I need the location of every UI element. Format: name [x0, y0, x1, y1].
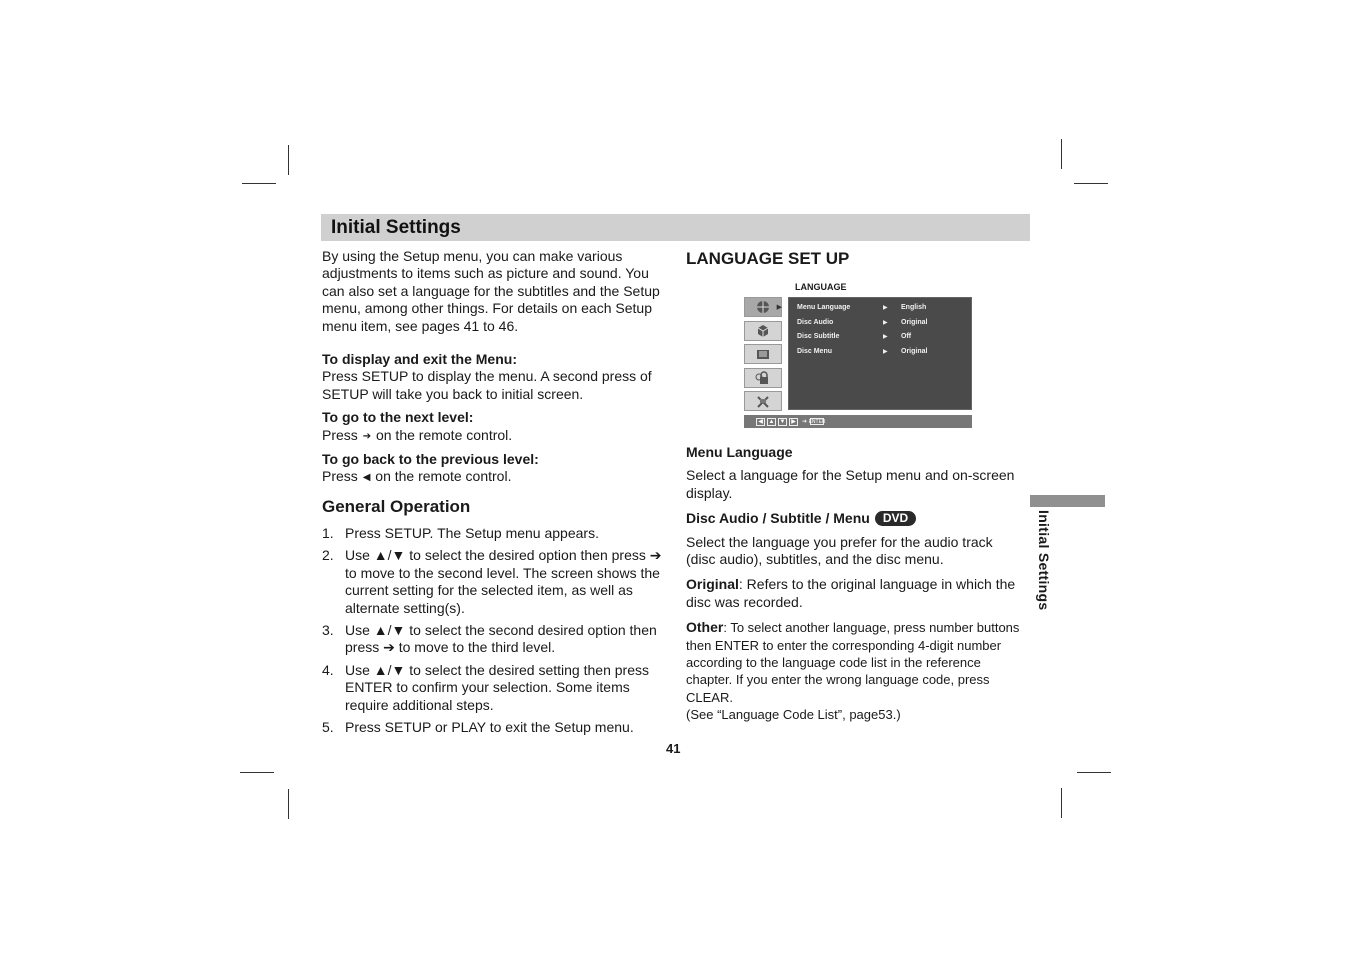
tools-icon	[755, 394, 771, 408]
next-level-heading: To go to the next level:	[322, 409, 474, 426]
menu-language-heading: Menu Language	[686, 444, 793, 460]
others-icon-tile	[744, 391, 782, 411]
step-text: Use ▲/▼ to select the desired option then press ➔ to move to the second level. The screen shows the current setting for the selected item, as well as alternate setting(s).	[345, 547, 662, 616]
list-item	[322, 547, 667, 617]
operation-steps-list	[322, 525, 667, 736]
language-menu-panel	[788, 297, 972, 410]
step-text: Use ▲/▼ to select the second desired option then press ➔ to move to the third level.	[345, 621, 657, 656]
disc-settings-text: Select the language you prefer for the audio track (disc audio), subtitles, and the disc menu.	[686, 533, 993, 568]
crop-mark	[1077, 772, 1111, 773]
crop-mark	[1061, 788, 1062, 818]
next-rest-text: on the remote control.	[375, 426, 513, 443]
display-icon-tile	[744, 321, 782, 341]
list-item	[322, 525, 667, 542]
crop-mark	[240, 772, 274, 773]
left-column	[322, 248, 667, 741]
prev-rest-text: on the remote control.	[375, 468, 512, 485]
display-menu-text: Press SETUP to display the menu. A second press of SETUP will take you back to initial screen.	[322, 368, 652, 402]
step-text: Press SETUP or PLAY to exit the Setup menu.	[345, 718, 634, 735]
play-arrow-icon: ▶	[883, 349, 888, 355]
menu-row-label: Disc Menu	[797, 348, 833, 355]
crop-mark	[288, 789, 289, 819]
language-setup-heading: LANGUAGE SET UP	[686, 249, 850, 268]
list-item	[322, 719, 667, 736]
section-title-bar	[321, 214, 1030, 241]
globe-icon	[755, 300, 771, 314]
prev-press-word: Press	[322, 468, 358, 485]
menu-row-label: Disc Subtitle	[797, 333, 840, 340]
enter-key-icon: ENTER	[808, 418, 826, 425]
left-arrow-icon: ◀	[362, 472, 371, 484]
speaker-icon	[755, 347, 771, 361]
list-item	[322, 662, 667, 714]
previous-level-heading: To go back to the previous level:	[322, 451, 539, 468]
screen-navigation-bar	[744, 415, 972, 428]
page-number: 41	[666, 741, 681, 756]
step-number: 4.	[322, 661, 334, 678]
menu-row-value: English	[901, 304, 927, 311]
menu-row-value: Original	[901, 319, 928, 326]
crop-mark	[1074, 183, 1108, 184]
step-number: 3.	[322, 621, 334, 638]
menu-row-label: Menu Language	[797, 304, 851, 311]
next-level-text	[322, 427, 667, 445]
step-text: Use ▲/▼ to select the desired setting then press ENTER to confirm your selection. Some items require additional steps.	[345, 661, 649, 713]
play-arrow-icon: ▶	[883, 305, 888, 311]
right-column	[686, 248, 1026, 269]
menu-language-text: Select a language for the Setup menu and on-screen display.	[686, 467, 1015, 501]
menu-row[interactable]	[797, 333, 967, 345]
step-number: 1.	[322, 524, 334, 541]
right-arrow-icon: ➔	[362, 430, 372, 442]
original-description: : Refers to the original language in which the disc was recorded.	[686, 576, 1016, 610]
step-number: 2.	[322, 547, 334, 564]
side-section-label: Initial Settings	[1036, 510, 1052, 611]
crop-mark	[242, 183, 276, 184]
language-icon-tile	[744, 297, 782, 317]
original-option-text	[686, 576, 1026, 611]
original-label: Original	[686, 576, 739, 593]
general-operation-heading: General Operation	[322, 496, 471, 516]
setup-icon-column	[744, 297, 785, 415]
lock-icon	[755, 371, 771, 385]
arrow-icon: ➔	[802, 419, 808, 425]
menu-row-value: Original	[901, 348, 928, 355]
screen-caption: LANGUAGE	[795, 282, 847, 292]
audio-icon-tile	[744, 344, 782, 364]
menu-row[interactable]	[797, 319, 967, 331]
cube-icon	[755, 324, 771, 338]
other-option-text	[686, 619, 1026, 706]
page-title: Initial Settings	[331, 217, 461, 238]
crop-mark	[288, 145, 289, 175]
crop-mark	[1061, 139, 1062, 169]
left-key-icon: ◀	[756, 418, 765, 426]
menu-row[interactable]	[797, 348, 967, 360]
next-press-word: Press	[322, 426, 358, 443]
play-arrow-icon: ▶	[883, 320, 888, 326]
down-key-icon: ▼	[779, 418, 786, 425]
disc-settings-heading	[686, 510, 1026, 527]
side-tab-marker	[1030, 495, 1105, 507]
menu-row-value: Off	[901, 333, 912, 340]
other-description: : To select another language, press number buttons then ENTER to enter the corresponding 4-digit number according to the language code list in the reference chapter. If you enter the wrong language code, press CLEAR.	[686, 620, 1020, 705]
display-menu-heading: To display and exit the Menu:	[322, 351, 517, 368]
menu-row[interactable]	[797, 304, 967, 316]
menu-row-label: Disc Audio	[797, 319, 834, 326]
right-lower-text	[686, 444, 1026, 724]
step-number: 5.	[322, 718, 334, 735]
disc-heading-text: Disc Audio / Subtitle / Menu	[686, 510, 870, 527]
previous-level-text	[322, 468, 667, 486]
see-reference-text: (See “Language Code List”, page53.)	[686, 707, 901, 723]
step-text: Press SETUP. The Setup menu appears.	[345, 524, 599, 541]
intro-paragraph: By using the Setup menu, you can make various adjustments to items such as picture and sound. You can also set a language for the subtitles and the Setup menu, among other things. For details on each Setup menu item, see pages 41 to 46.	[322, 248, 660, 334]
dvd-badge: DVD	[875, 511, 916, 526]
up-key-icon: ▲	[768, 418, 775, 425]
pointer-icon: ▶	[776, 304, 782, 311]
right-key-icon: ▶	[789, 418, 798, 426]
lock-icon-tile	[744, 368, 782, 388]
play-arrow-icon: ▶	[883, 334, 888, 340]
list-item	[322, 622, 667, 657]
other-label: Other	[686, 619, 724, 636]
